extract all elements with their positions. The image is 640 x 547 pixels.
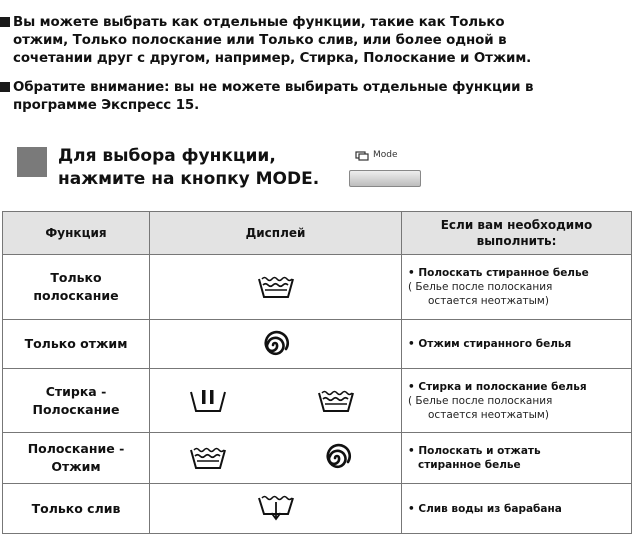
instruction-square-icon [17,147,47,177]
function-cell [3,255,150,320]
display-cell [150,484,402,534]
function-line: Только [50,270,102,285]
display-cell [150,320,402,369]
header-action [402,212,632,255]
instruction-line: нажмите на кнопку MODE. [58,169,320,189]
mode-icon [355,151,369,161]
function-cell [3,369,150,433]
function-line: Только слив [31,500,121,516]
action-main: • Слив воды из барабана [408,502,562,515]
note-express-warning [0,79,640,115]
spin-icon [260,330,290,360]
table-header-row [3,212,632,255]
table-row [3,484,632,534]
function-cell [3,433,150,484]
note-line: отжим, Только полоскание или Только слив, или более одной в [13,33,507,48]
header-action-line: Если вам необходимо [440,218,593,232]
function-line: Стирка - [45,383,107,399]
action-main: • Полоскать и отжать [408,445,541,457]
function-line: Полоскание [32,401,120,417]
drain-icon [256,494,296,522]
rinse-icon [188,446,228,470]
display-cell [150,433,402,484]
function-line: полоскание [33,288,119,303]
action-cell [402,484,632,534]
spin-icon [322,443,352,473]
action-cell [402,433,632,484]
function-cell [3,484,150,534]
action-note: остается неотжатым) [428,295,549,307]
header-display: Дисплей [150,212,402,255]
action-cell [402,255,632,320]
action-main: • Отжим стиранного белья [408,338,572,350]
action-cell [402,369,632,433]
table-row [3,255,632,320]
table-row [3,369,632,433]
action-note: ( Белье после полоскания [408,394,553,407]
function-line: Только отжим [24,336,128,351]
action-note: остается неотжатым) [428,408,549,421]
rinse-icon [256,275,296,299]
display-cell [150,369,402,433]
header-function: Функция [3,212,150,255]
display-cell [150,255,402,320]
action-cell [402,320,632,369]
mode-label: Mode [373,150,398,160]
header-action-line: выполнить: [476,234,557,248]
rinse-icon [316,389,356,413]
note-line: программе Экспресс 15. [13,98,200,113]
instruction-heading [58,145,319,191]
note-line: сочетании друг с другом, например, Стирка, Полоскание и Отжим. [13,51,532,66]
wash-icon [188,388,228,414]
function-line: Полоскание - [27,441,125,456]
function-line: Отжим [51,459,101,474]
action-main: • Полоскать стиранное белье [408,267,589,279]
table-row [3,320,632,369]
note-line: Обратите внимание: вы не можете выбирать отдельные функции в [13,80,534,95]
table-row [3,433,632,484]
note-select-functions [0,14,640,68]
function-table [2,211,632,534]
bullet-square-icon [0,82,10,92]
note-line: Вы можете выбрать как отдельные функции, такие как Только [13,15,505,30]
action-note: ( Белье после полоскания [408,281,553,293]
bullet-square-icon [0,17,10,27]
function-cell [3,320,150,369]
mode-button[interactable] [349,170,421,187]
action-main: стиранное белье [418,459,521,471]
action-main: • Стирка и полоскание белья [408,380,587,393]
instruction-line: Для выбора функции, [58,146,276,166]
